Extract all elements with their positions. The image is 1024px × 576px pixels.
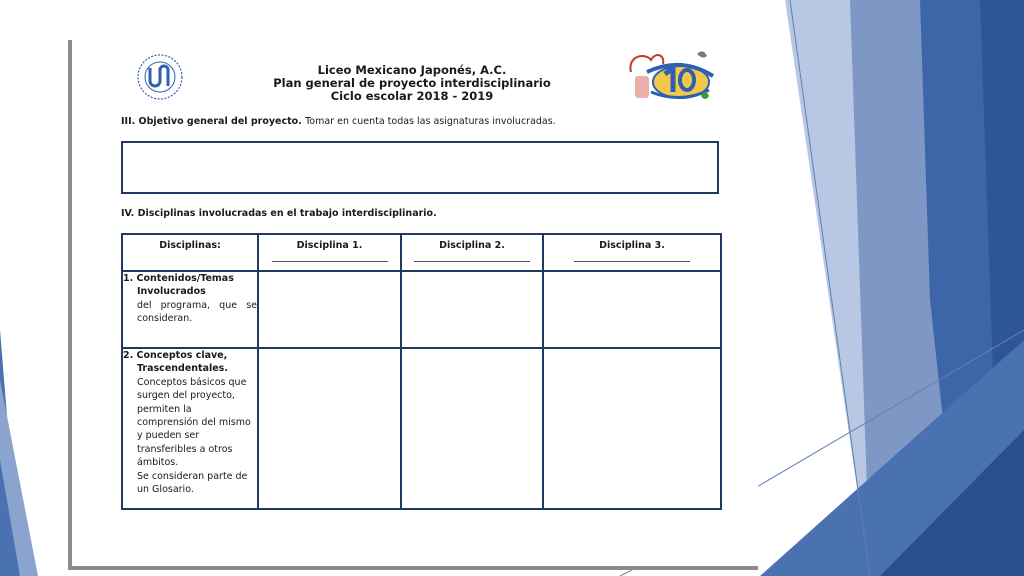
header-disciplina-3: Disciplina 3. (543, 234, 721, 271)
cell-conceptos-d2[interactable] (401, 348, 543, 509)
row-contenidos-label: 1. Contenidos/Temas Involucrados del programa, que se consideran. (122, 271, 258, 348)
table-row (122, 348, 721, 509)
blank-line (414, 255, 530, 262)
table-row (122, 271, 721, 348)
school-logo-left (128, 48, 192, 106)
school-year: Ciclo escolar 2018 - 2019 (330, 89, 494, 103)
school-name: Liceo Mexicano Japonés, A.C. (317, 63, 507, 77)
header-disciplinas: Disciplinas: (122, 234, 258, 271)
cell-conceptos-d1[interactable] (258, 348, 401, 509)
header-disciplina-1: Disciplina 1. (258, 234, 401, 271)
document-page (68, 40, 758, 570)
section-objective-heading: III. Objetivo general del proyecto. (121, 116, 302, 127)
section-objective-title (121, 116, 556, 127)
section-objective-note: Tomar en cuenta todas las asignaturas involucradas. (305, 116, 556, 127)
cell-contenidos-d3[interactable] (543, 271, 721, 348)
cell-contenidos-d1[interactable] (258, 271, 401, 348)
cell-contenidos-d2[interactable] (401, 271, 543, 348)
row-conceptos-label: 2. Conceptos clave, Trascendentales. Conceptos básicos que surgen del proyecto, permiten la comprensión del mismo y pueden ser transferibles a otros ámbitos. Se consideran parte de un Glosario. (122, 348, 258, 509)
section-disciplines-title: IV. Disciplinas involucradas en el trabajo interdisciplinario. (121, 208, 437, 219)
header-disciplina-2: Disciplina 2. (401, 234, 543, 271)
anniversary-logo-right (625, 46, 719, 110)
disciplines-table (121, 233, 722, 510)
objective-input-box[interactable] (121, 141, 719, 194)
blank-line (272, 255, 388, 262)
plan-title: Plan general de proyecto interdisciplinario (273, 76, 551, 90)
document-header (222, 64, 602, 103)
blank-line (574, 255, 690, 262)
cell-conceptos-d3[interactable] (543, 348, 721, 509)
table-header-row (122, 234, 721, 271)
